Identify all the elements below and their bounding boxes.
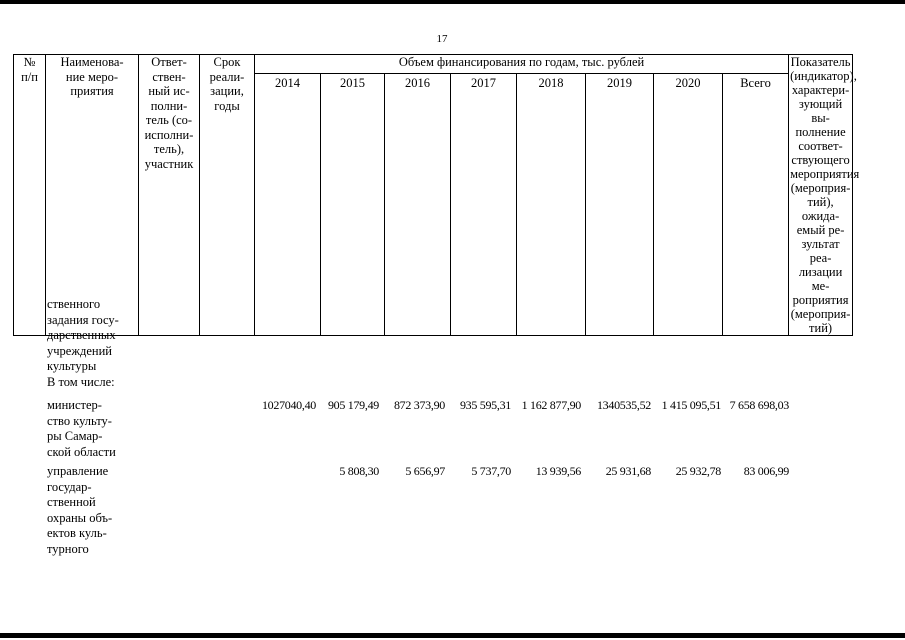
financing-table-header bbox=[13, 54, 860, 336]
header-name: Наименова- ние меро- приятия bbox=[46, 55, 139, 336]
value-2015: 905 179,49 bbox=[327, 398, 379, 412]
header-responsible: Ответ- ствен- ный ис- полни- тель (со- исполни- тель), участник bbox=[139, 55, 200, 336]
value-2016: 872 373,90 bbox=[393, 398, 445, 412]
header-funding: Объем финансирования по годам, тыс. рублей bbox=[255, 55, 789, 74]
bottom-border-line bbox=[0, 633, 905, 638]
value-2015: 5 808,30 bbox=[339, 464, 379, 478]
header-term: Срок реали- зации, годы bbox=[200, 55, 255, 336]
header-year: 2015 bbox=[321, 73, 385, 335]
value-2016: 5 656,97 bbox=[405, 464, 445, 478]
value-2014: 1027040,40 bbox=[261, 398, 316, 412]
value-2018: 13 939,56 bbox=[535, 464, 581, 478]
value-2020: 1 415 095,51 bbox=[661, 398, 721, 412]
header-year: 2014 bbox=[255, 73, 321, 335]
header-num: № п/п bbox=[14, 55, 46, 336]
value-2017: 5 737,70 bbox=[471, 464, 511, 478]
value-2017: 935 595,31 bbox=[459, 398, 511, 412]
header-indicator: Показатель (индикатор), характери- зующий вы- полнение соответ- ствующего мероприятия (мероприя- тий), ожида- емый ре- зультат реа- лизации ме- роприятия (мероприя- тий) bbox=[790, 55, 860, 335]
row-name-continuation: ственного задания госу- дарственных учреждений культуры В том числе: bbox=[47, 297, 119, 389]
header-year: 2018 bbox=[517, 73, 586, 335]
value-total: 7 658 698,03 bbox=[729, 398, 789, 412]
value-2019: 1340535,52 bbox=[596, 398, 651, 412]
value-2020: 25 932,78 bbox=[675, 464, 721, 478]
value-2019: 25 931,68 bbox=[605, 464, 651, 478]
header-year: 2017 bbox=[451, 73, 517, 335]
header-year: 2019 bbox=[586, 73, 654, 335]
row-name-protection-dept: управление государ- ственной охраны объ- ектов куль- турного bbox=[47, 464, 113, 556]
header-year: 2016 bbox=[385, 73, 451, 335]
page-number: 17 bbox=[436, 33, 448, 45]
row-name-ministry: министер- ство культу- ры Самар- ской области bbox=[47, 398, 116, 459]
value-2018: 1 162 877,90 bbox=[521, 398, 581, 412]
header-total: Всего bbox=[723, 73, 789, 335]
top-border-line bbox=[0, 0, 905, 4]
header-year: 2020 bbox=[654, 73, 723, 335]
value-total: 83 006,99 bbox=[743, 464, 789, 478]
